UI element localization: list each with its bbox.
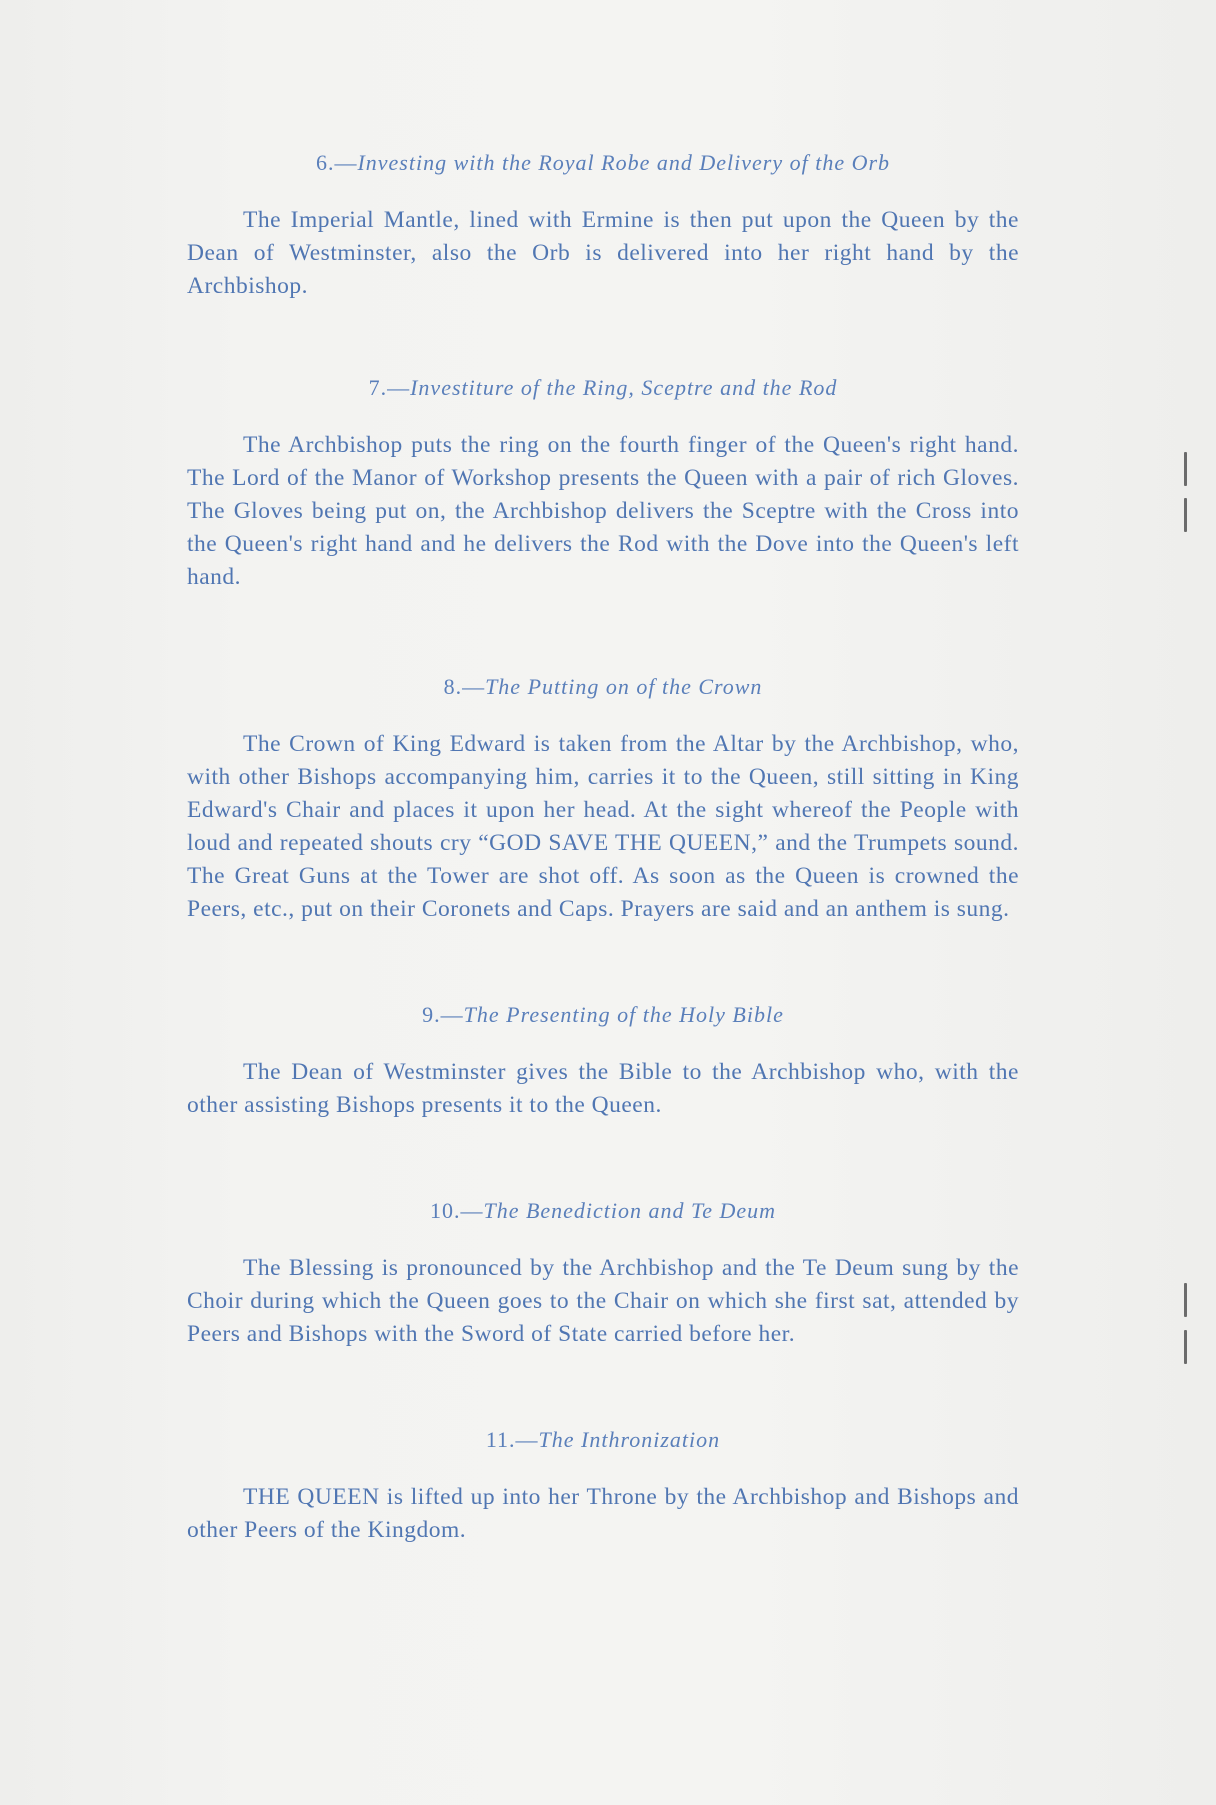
section-title: The Inthronization	[538, 1427, 721, 1452]
section-paragraph: THE QUEEN is lifted up into her Throne by the Archbishop and Bishops and other Peers of the Kingdom.	[187, 1484, 1019, 1543]
section-heading	[187, 150, 1019, 176]
section-9	[187, 1002, 1019, 1122]
section-title: Investiture of the Ring, Sceptre and the Rod	[410, 375, 838, 400]
page-content	[187, 150, 1019, 1547]
section-title: The Benediction and Te Deum	[483, 1198, 777, 1223]
section-number: 6.—	[315, 150, 358, 175]
section-8	[187, 674, 1019, 926]
section-paragraph: The Archbishop puts the ring on the fourth finger of the Queen's right hand. The Lord of the Manor of Workshop presents the Queen with a pair of rich Gloves. The Gloves being put on, the Archbishop delivers the Sceptre with the Cross into the Queen's right hand and he delivers the Rod with the Dove into the Queen's left hand.	[187, 432, 1019, 590]
section-6	[187, 150, 1019, 303]
section-paragraph: The Blessing is pronounced by the Archbishop and the Te Deum sung by the Choir during which the Queen goes to the Chair on which she first sat, attended by Peers and Bishops with the Sword of State carried before her.	[187, 1255, 1019, 1347]
section-heading	[187, 674, 1019, 700]
section-paragraph: The Crown of King Edward is taken from the Altar by the Archbishop, who, with other Bishops accompanying him, carries it to the Queen, still sitting in King Edward's Chair and places it upon her head. At the sight whereof the People with loud and repeated shouts cry “GOD SAVE THE QUEEN,” and the Trumpets sound. The Great Guns at the Tower are shot off. As soon as the Queen is crowned the Peers, etc., put on their Coronets and Caps. Prayers are said and an anthem is sung.	[187, 731, 1019, 922]
staple-mark-top-1	[1184, 452, 1187, 486]
section-heading	[187, 1427, 1019, 1453]
section-paragraph: The Imperial Mantle, lined with Ermine is then put upon the Queen by the Dean of Westminster, also the Orb is delivered into her right hand by the Archbishop.	[187, 207, 1019, 299]
section-number: 10.—	[429, 1198, 484, 1223]
section-7	[187, 375, 1019, 594]
section-heading	[187, 1198, 1019, 1224]
section-number: 9.—	[422, 1002, 464, 1027]
staple-mark-bottom-2	[1184, 1330, 1187, 1364]
section-paragraph: The Dean of Westminster gives the Bible to the Archbishop who, with the other assisting Bishops presents it to the Queen.	[187, 1059, 1019, 1118]
section-heading	[187, 375, 1019, 401]
section-title: Investing with the Royal Robe and Delivery of the Orb	[357, 150, 891, 175]
section-10	[187, 1198, 1019, 1351]
section-number: 11.—	[485, 1427, 539, 1452]
section-number: 8.—	[443, 674, 486, 699]
staple-mark-top-2	[1184, 498, 1187, 532]
section-title: The Putting on of the Crown	[485, 674, 763, 699]
section-heading	[187, 1002, 1019, 1028]
section-number: 7.—	[368, 375, 411, 400]
staple-mark-bottom-1	[1184, 1283, 1187, 1317]
section-title: The Presenting of the Holy Bible	[463, 1002, 784, 1027]
section-11	[187, 1427, 1019, 1547]
